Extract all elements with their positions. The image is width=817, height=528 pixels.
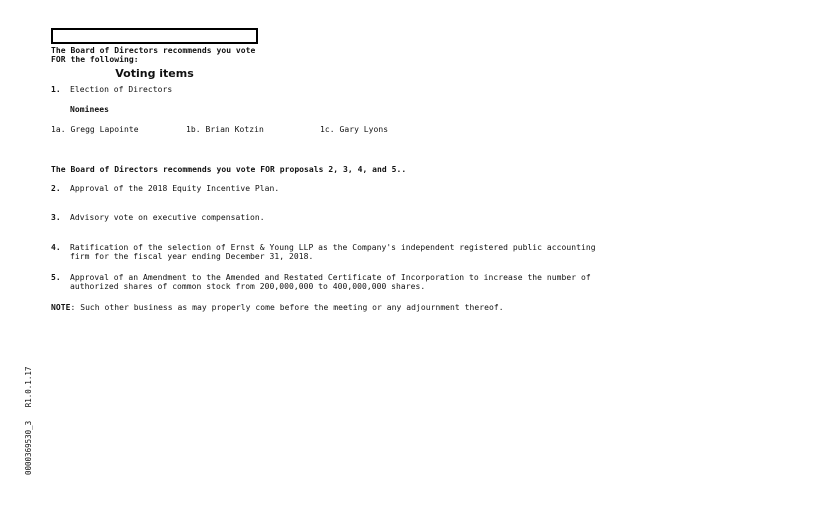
nominees-label: Nominees bbox=[70, 105, 109, 114]
proposal-5-text-line1: Approval of an Amendment to the Amended and Restated Certificate of Incorporation to increase the number of bbox=[70, 273, 591, 282]
voting-items-title: Voting items bbox=[115, 67, 194, 80]
proposal-2 bbox=[51, 184, 279, 194]
proposal-2-number: 2. bbox=[51, 184, 61, 193]
item-1-text: Election of Directors bbox=[70, 85, 173, 94]
proposal-4-text-line1: Ratification of the selection of Ernst & Young LLP as the Company's independent registered public accounting bbox=[70, 243, 596, 252]
proposal-5-text-line2: authorized shares of common stock from 200,000,000 to 400,000,000 shares. bbox=[70, 282, 426, 291]
item-1-number: 1. bbox=[51, 85, 61, 94]
proposal-4-number: 4. bbox=[51, 243, 61, 252]
nominee-1b: 1b. Brian Kotzin bbox=[186, 125, 264, 134]
note-text: : Such other business as may properly come before the meeting or any adjournment thereof. bbox=[70, 303, 504, 312]
board-recommendation-line2: FOR the following: bbox=[51, 55, 139, 64]
proposal-3-number: 3. bbox=[51, 213, 61, 222]
board-recommendation-line1: The Board of Directors recommends you vote bbox=[51, 46, 256, 55]
nominee-1c: 1c. Gary Lyons bbox=[320, 125, 389, 134]
side-document-code: 0000369530_3 R1.0.1.17 bbox=[24, 366, 33, 475]
proposal-3-text: Advisory vote on executive compensation. bbox=[70, 213, 265, 222]
note bbox=[51, 303, 504, 313]
note-label: NOTE bbox=[51, 303, 71, 312]
proposal-3 bbox=[51, 213, 265, 223]
proposal-2-text: Approval of the 2018 Equity Incentive Plan. bbox=[70, 184, 280, 193]
proposal-5-number: 5. bbox=[51, 273, 61, 282]
nominee-1a: 1a. Gregg Lapointe bbox=[51, 125, 139, 134]
item-1 bbox=[51, 85, 172, 95]
board-recommendation-proposals: The Board of Directors recommends you vote FOR proposals 2, 3, 4, and 5.. bbox=[51, 165, 407, 174]
proposal-4-text-line2: firm for the fiscal year ending December 31, 2018. bbox=[70, 252, 314, 261]
